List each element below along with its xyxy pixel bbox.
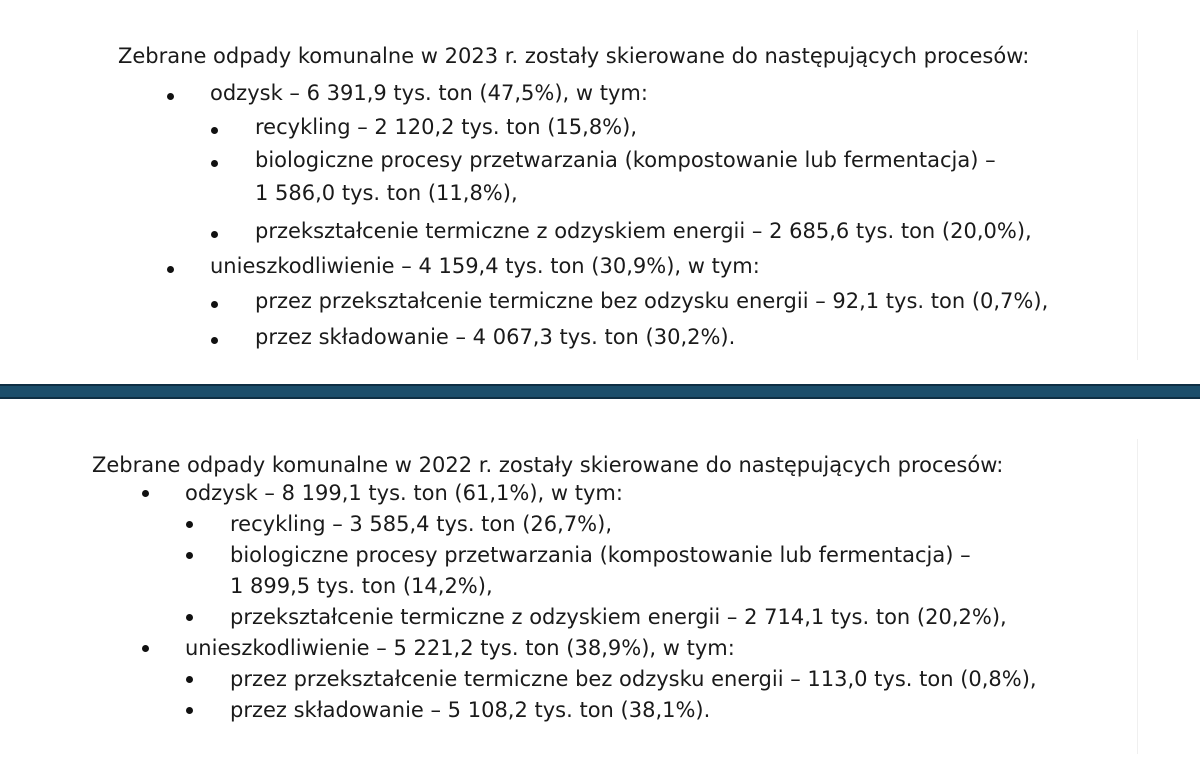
bullet-icon <box>186 614 193 621</box>
bullet-icon <box>211 231 218 238</box>
biologiczne-item-2022-continuation: 1 899,5 tys. ton (14,2%), <box>230 574 493 598</box>
unieszkodliwienie-item-2023: unieszkodliwienie – 4 159,4 tys. ton (30,9%), w tym: <box>210 254 760 278</box>
bullet-icon <box>186 707 193 714</box>
bullet-icon <box>167 266 174 273</box>
bullet-icon <box>211 337 218 344</box>
bullet-icon <box>186 521 193 528</box>
recykling-item-2022: recykling – 3 585,4 tys. ton (26,7%), <box>230 512 613 536</box>
biologiczne-item-2023: biologiczne procesy przetwarzania (kompostowanie lub fermentacja) – <box>255 148 996 172</box>
panel-edge-line <box>1137 30 1138 360</box>
bullet-icon <box>211 160 218 167</box>
biologiczne-item-2022: biologiczne procesy przetwarzania (kompostowanie lub fermentacja) – <box>230 543 971 567</box>
section-divider <box>0 384 1200 399</box>
termiczne-z-odzyskiem-item-2022: przekształcenie termiczne z odzyskiem energii – 2 714,1 tys. ton (20,2%), <box>230 605 1007 629</box>
skladowanie-item-2022: przez składowanie – 5 108,2 tys. ton (38,1%). <box>230 698 711 722</box>
skladowanie-item-2023: przez składowanie – 4 067,3 tys. ton (30,2%). <box>255 325 736 349</box>
bullet-icon <box>142 490 149 497</box>
unieszkodliwienie-item-2022: unieszkodliwienie – 5 221,2 tys. ton (38,9%), w tym: <box>185 636 735 660</box>
intro-text-2022: Zebrane odpady komunalne w 2022 r. zostały skierowane do następujących procesów: <box>92 453 1004 477</box>
odzysk-item-2023: odzysk – 6 391,9 tys. ton (47,5%), w tym: <box>210 81 648 105</box>
panel-2022 <box>0 399 1200 757</box>
bullet-icon <box>186 552 193 559</box>
panel-edge-line <box>1137 439 1138 754</box>
bullet-icon <box>142 645 149 652</box>
bullet-icon <box>167 93 174 100</box>
bullet-icon <box>211 127 218 134</box>
recykling-item-2023: recykling – 2 120,2 tys. ton (15,8%), <box>255 115 638 139</box>
intro-text-2023: Zebrane odpady komunalne w 2023 r. zostały skierowane do następujących procesów: <box>118 44 1030 68</box>
termiczne-bez-odzysku-item-2023: przez przekształcenie termiczne bez odzysku energii – 92,1 tys. ton (0,7%), <box>255 289 1049 313</box>
bullet-icon <box>186 676 193 683</box>
biologiczne-item-2023-continuation: 1 586,0 tys. ton (11,8%), <box>255 181 518 205</box>
termiczne-z-odzyskiem-item-2023: przekształcenie termiczne z odzyskiem energii – 2 685,6 tys. ton (20,0%), <box>255 219 1032 243</box>
odzysk-item-2022: odzysk – 8 199,1 tys. ton (61,1%), w tym: <box>185 481 623 505</box>
termiczne-bez-odzysku-item-2022: przez przekształcenie termiczne bez odzysku energii – 113,0 tys. ton (0,8%), <box>230 667 1037 691</box>
bullet-icon <box>211 301 218 308</box>
